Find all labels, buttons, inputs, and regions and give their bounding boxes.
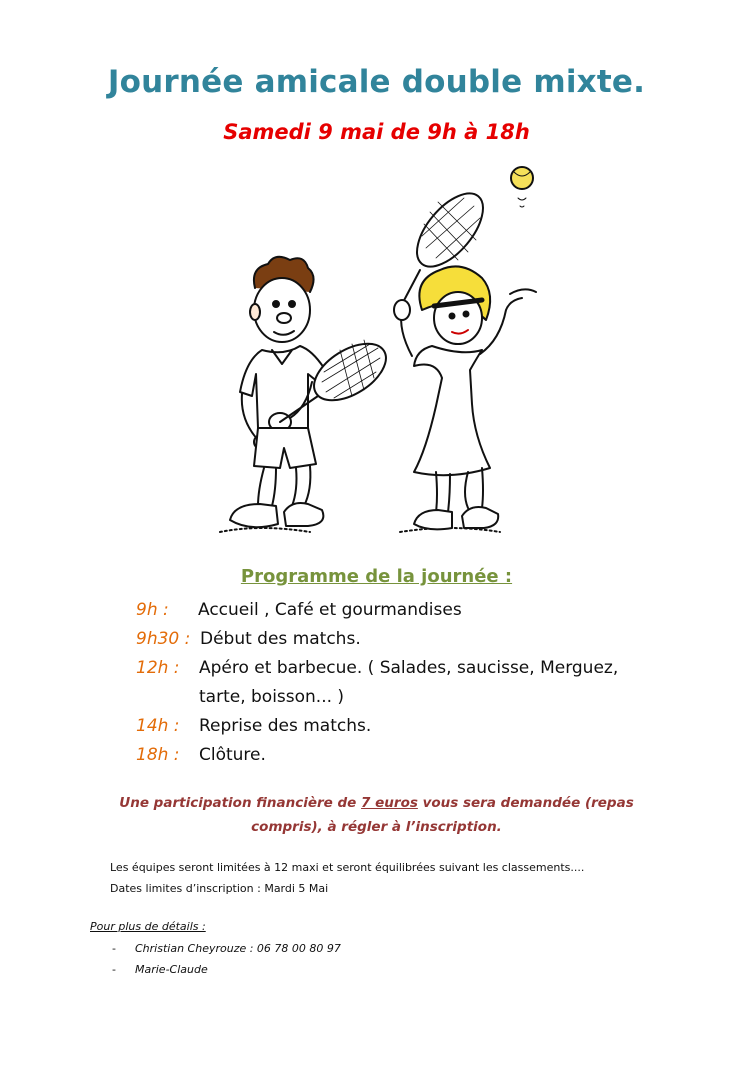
schedule-time: 12h : [136, 658, 180, 678]
details-heading: Pour plus de détails : [90, 920, 206, 933]
event-date: Samedi 9 mai de 9h à 18h [223, 120, 530, 144]
contact-text: Christian Cheyrouze : 06 78 00 80 97 [135, 942, 341, 955]
bullet: - [112, 963, 116, 976]
bullet: - [112, 942, 116, 955]
page-title: Journée amicale double mixte. [107, 64, 646, 100]
team-limit-info: Les équipes seront limitées à 12 maxi et seront équilibrées suivant les classements.... [110, 861, 585, 874]
notice-text-before: Une participation financière de [119, 795, 362, 811]
price-amount: 7 euros [361, 795, 418, 811]
schedule-text: Clôture. [199, 745, 266, 765]
participation-notice [90, 791, 663, 839]
notice-text-after: vous sera demandée (repas compris), à régler à l’inscription. [251, 795, 634, 835]
schedule-text: Apéro et barbecue. ( Salades, saucisse, Merguez, tarte, boisson... ) [199, 658, 619, 707]
schedule-text: Reprise des matchs. [199, 716, 372, 736]
program-heading: Programme de la journée : [240, 566, 513, 587]
schedule-text: Début des matchs. [200, 629, 361, 649]
tennis-players-illustration [200, 160, 570, 545]
schedule-time: 9h30 : [136, 629, 191, 649]
contact-text: Marie-Claude [135, 963, 208, 976]
registration-deadline: Dates limites d’inscription : Mardi 5 Mai [110, 882, 329, 895]
schedule-time: 14h : [136, 716, 180, 736]
schedule-time: 9h : [136, 600, 169, 620]
schedule-time: 18h : [136, 745, 180, 765]
contact-item [112, 942, 341, 955]
schedule-text: Accueil , Café et gourmandises [198, 600, 462, 620]
contact-item [112, 963, 208, 976]
